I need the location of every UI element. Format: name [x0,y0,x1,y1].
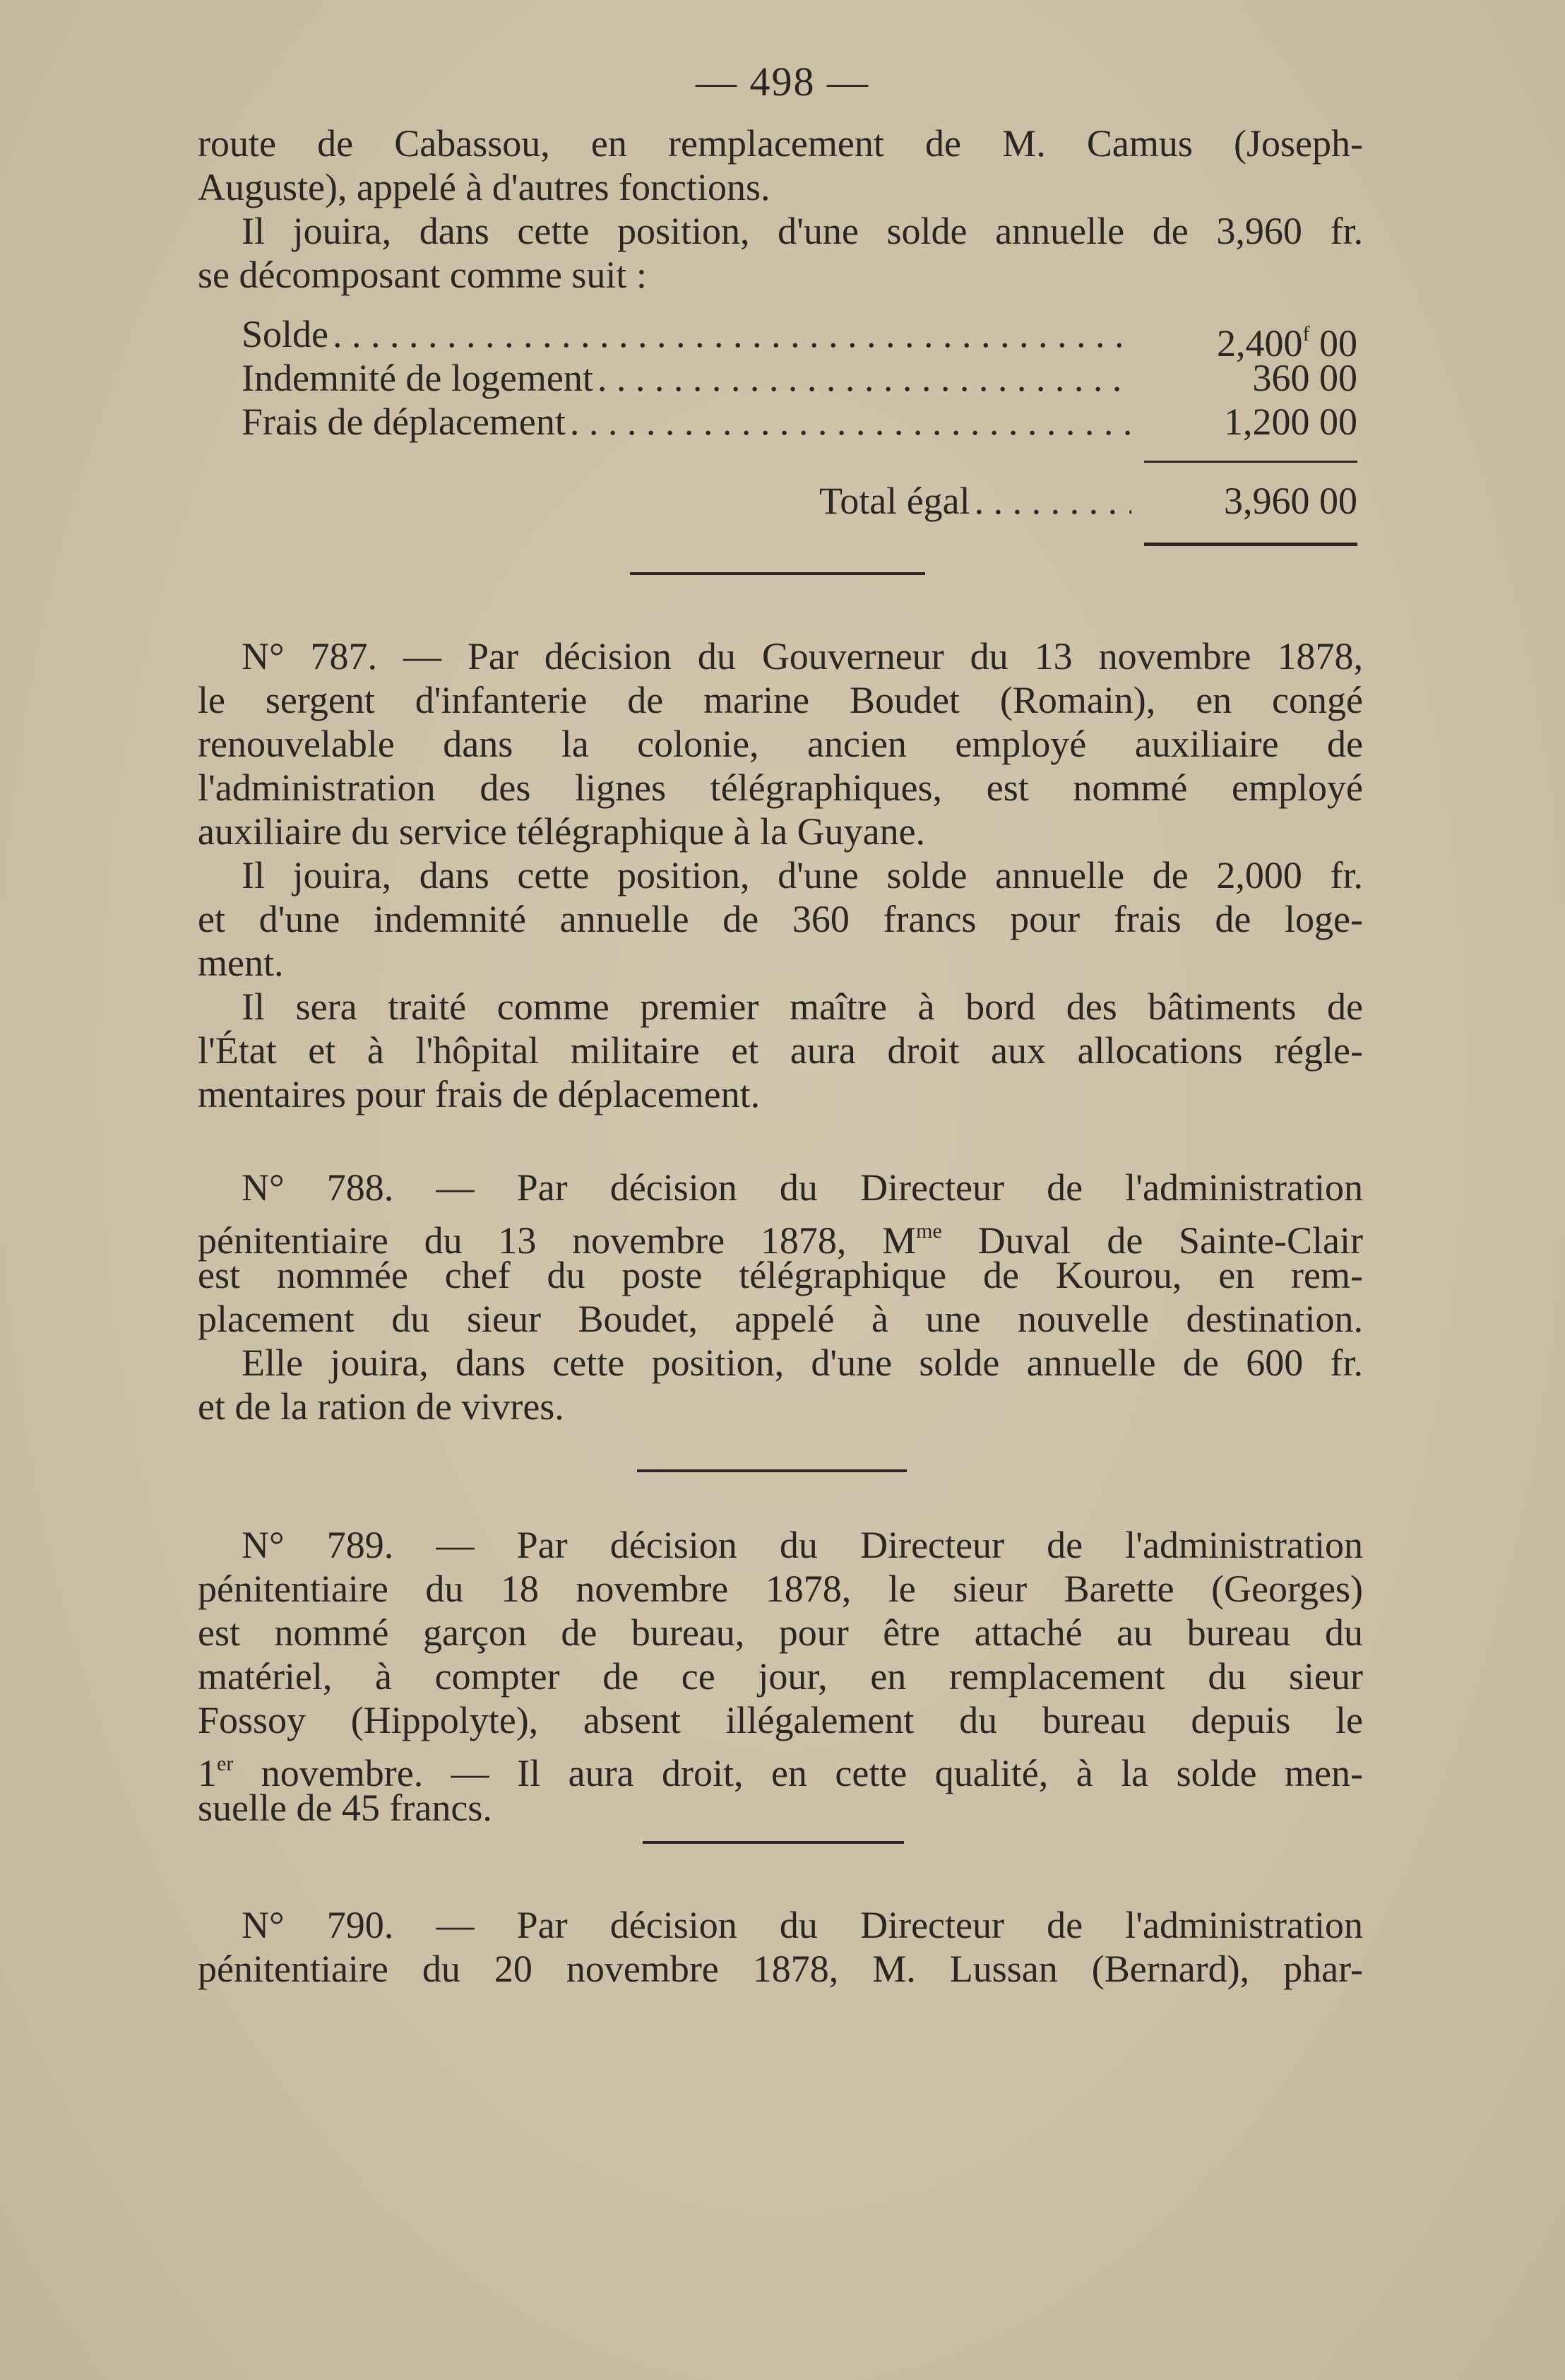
breakdown-row [242,400,1357,444]
text-line: se décomposant comme suit : [198,254,647,296]
section-divider [643,1841,904,1844]
text-line: est nommé garçon de bureau, pour être attaché au bureau du [198,1611,1363,1654]
text-line: Auguste), appelé à d'autres fonctions. [198,166,770,208]
text-line: matériel, à compter de ce jour, en remplacement du sieur [198,1655,1363,1698]
text-line: pénitentiaire du 20 novembre 1878, M. Lussan (Bernard), phar- [198,1948,1363,1990]
text-line: pénitentiaire du 13 novembre 1878, $M^{me}$ Duval de Sainte-Clair [198,1219,1363,1262]
text-line: et d'une indemnité annuelle de 360 francs pour frais de loge- [198,898,1363,940]
text-line: et de la ration de vivres. [198,1385,564,1428]
text-line: N° 789. — Par décision du Directeur de l'administration [242,1524,1363,1566]
breakdown-label: Indemnité de logement [242,357,593,399]
breakdown-row [242,312,1357,365]
text-line: Il sera traité comme premier maître à bord des bâtiments de [242,985,1363,1028]
text-line: N° 790. — Par décision du Directeur de l'administration [242,1904,1363,1946]
text-line: est nommée chef du poste télégraphique de Kourou, en rem- [198,1254,1363,1296]
breakdown-row [242,356,1357,400]
text-line: l'administration des lignes télégraphiques, est nommé employé [198,766,1363,809]
breakdown-amount: 2,400$^f$ 00 [1217,322,1357,365]
text-line: route de Cabassou, en remplacement de M. Camus (Joseph- [198,122,1363,165]
text-line: N° 788. — Par décision du Directeur de l'administration [242,1166,1363,1209]
text-line: l'État et à l'hôpital militaire et aura droit aux allocations régle- [198,1029,1363,1072]
text-line: N° 787. — Par décision du Gouverneur du 13 novembre 1878, [242,635,1363,677]
breakdown-label: Frais de déplacement [242,401,566,443]
text-line: renouvelable dans la colonie, ancien employé auxiliaire de [198,723,1363,765]
breakdown-label: Solde [242,313,329,355]
breakdown-amount: 1,200 00 [1224,401,1357,443]
section-divider [637,1469,907,1472]
leader-dots [593,356,1131,400]
total-row [819,479,1357,523]
text-line: 1er novembre. — Il aura droit, en cette qualité, à la solde men- [198,1752,1363,1794]
total-amount: 3,960 00 [1224,480,1357,522]
page-number: — 498 — [696,59,869,105]
text-line: Il jouira, dans cette position, d'une solde annuelle de 2,000 fr. [242,854,1363,896]
text-line: ment. [198,942,284,984]
text-line: auxiliaire du service télégraphique à la Guyane. [198,810,926,853]
leader-dots [566,400,1131,444]
text-line: placement du sieur Boudet, appelé à une nouvelle destination. [198,1298,1363,1340]
total-label: Total égal [819,480,970,522]
text-line: Fossoy (Hippolyte), absent illégalement du bureau depuis le [198,1699,1363,1741]
text-line: pénitentiaire du 18 novembre 1878, le sieur Barette (Georges) [198,1568,1363,1610]
leader-dots [328,312,1131,356]
leader-dots [970,479,1131,523]
sum-rule [1144,461,1357,463]
text-line: Elle jouira, dans cette position, d'une solde annuelle de 600 fr. [242,1342,1363,1384]
total-underline [1144,543,1357,546]
text-line: mentaires pour frais de déplacement. [198,1073,761,1115]
text-line: le sergent d'infanterie de marine Boudet (Romain), en congé [198,679,1363,721]
text-line: Il jouira, dans cette position, d'une solde annuelle de 3,960 fr. [242,210,1363,252]
section-divider [630,572,925,575]
text-line: suelle de 45 francs. [198,1787,492,1829]
breakdown-amount: 360 00 [1252,357,1357,399]
